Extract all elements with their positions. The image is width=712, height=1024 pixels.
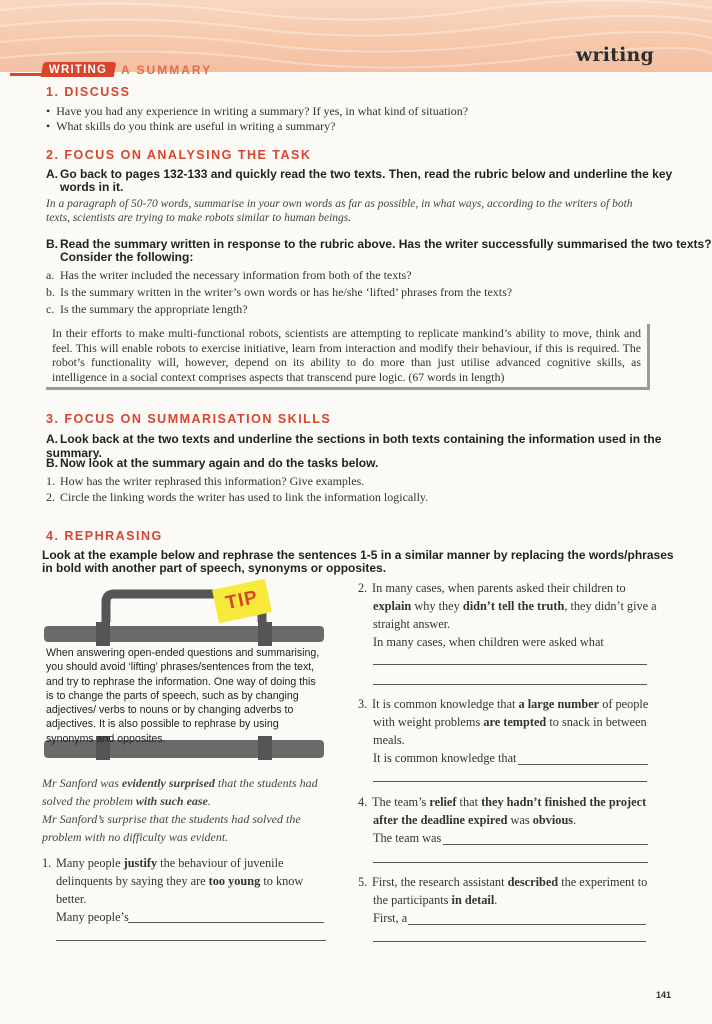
tip-text: When answering open-ended questions and summarising, you should avoid ‘lifting’ phrases/sentences from the text, and try to rephrase the information. One way of doing this is to change the parts of speech, such as by changing adjectives/ verbs to nouns or by changing adverbs to adjectives. It is also possible to rephrase by using synonyms and opposites. <box>46 647 320 745</box>
q4-answer-line-2[interactable] <box>373 862 648 863</box>
tip-badge: TIP <box>212 579 272 623</box>
s4-title: 4. REPHRASING <box>46 529 163 543</box>
s1-bullet-2: • What skills do you think are useful in writing a summary? <box>46 119 336 133</box>
writing-tag: WRITING <box>41 62 117 77</box>
q5-line-2: the participants in detail. <box>373 893 498 907</box>
s2-question-b: b. Is the summary written in the writer’s own words or has he/she ‘lifted’ phrases from the texts? <box>46 285 513 299</box>
q3-line-3: meals. <box>373 733 405 747</box>
s2-question-a: a. Has the writer included the necessary information from both of the texts? <box>46 268 412 282</box>
s3-item-1: 1. How has the writer rephrased this information? Give examples. <box>46 474 365 488</box>
s2-b-line1: B. Read the summary written in response to the rubric above. Has the writer successfully summarised the two texts? <box>46 237 712 251</box>
s2-title: 2. FOCUS ON ANALYSING THE TASK <box>46 148 312 162</box>
example-line-3: Mr Sanford’s surprise that the students had solved the <box>42 812 301 826</box>
s3-item-2: 2. Circle the linking words the writer has used to link the information logically. <box>46 490 429 504</box>
q3-line-4: It is common knowledge that <box>373 751 517 765</box>
summary-box: In their efforts to make multi-functional robots, scientists are attempting to replicate mankind’s ability to move, think and feel. This will enable robots to exercise initiative, learn from interaction and modify their behaviour, if this is required. The robot’s functionality will, however, depend on its ability to do more than just utilise advanced cognitive skills, as intelligence in a social context comprises aspects that transcend pure logic. (67 words in length) <box>46 324 650 390</box>
s3-a: A. Look back at the two texts and underline the sections in both texts containing the information used in the summary. <box>46 432 662 460</box>
q3-answer-line[interactable] <box>518 764 648 765</box>
writing-subtitle: A SUMMARY <box>121 63 213 77</box>
example-line-4: problem with no difficulty was evident. <box>42 830 229 844</box>
q1-answer-line-2[interactable] <box>56 940 326 941</box>
q4-line-2: after the deadline expired was obvious. <box>373 813 577 827</box>
q1-answer-line[interactable] <box>128 922 324 923</box>
q5-answer-line-2[interactable] <box>373 941 646 942</box>
q5-answer-line[interactable] <box>408 924 646 925</box>
s1-title: 1. DISCUSS <box>46 85 131 99</box>
s2-question-c: c. Is the summary the appropriate length? <box>46 302 248 316</box>
q2-line-3: straight answer. <box>373 617 451 631</box>
s3-b: B. Now look at the summary again and do the tasks below. <box>46 456 379 470</box>
s3-title: 3. FOCUS ON SUMMARISATION SKILLS <box>46 412 332 426</box>
q3-line-1: 3. It is common knowledge that a large number of people <box>358 697 649 711</box>
rubric-line-2: texts, scientists are trying to make robots similar to human beings. <box>46 212 352 224</box>
q4-line-3: The team was <box>373 831 442 845</box>
q3-answer-line-2[interactable] <box>373 781 647 782</box>
page-number: 141 <box>655 990 671 1000</box>
q4-line-1: 4. The team’s relief that they hadn’t finished the project <box>358 795 647 809</box>
section-word: writing <box>575 44 654 66</box>
example-line-2: solved the problem with such ease. <box>42 794 211 808</box>
q2-line-2: explain why they didn’t tell the truth, they didn’t give a <box>373 599 657 613</box>
q5-line-3: First, a <box>373 911 408 925</box>
s4-instr-line2: in bold with another part of speech, synonyms or opposites. <box>42 561 387 575</box>
q2-answer-line-2[interactable] <box>373 684 647 685</box>
header-rule <box>10 73 44 76</box>
s2-a-line2: words in it. <box>60 180 124 194</box>
rubric-line-1: In a paragraph of 50-70 words, summarise in your own words as far as possible, in what ways, according to the writers of both <box>46 198 633 210</box>
example-line-1: Mr Sanford was evidently surprised that the students had <box>42 776 318 790</box>
q1-line-4: Many people’s <box>56 910 129 924</box>
q1-line-3: better. <box>56 892 87 906</box>
s4-instr-line1: Look at the example below and rephrase the sentences 1-5 in a similar manner by replacing the words/phrases <box>42 548 674 562</box>
q2-answer-line[interactable] <box>373 664 647 665</box>
s2-a-line1: A. Go back to pages 132-133 and quickly read the two texts. Then, read the rubric below and underline the key <box>46 167 673 181</box>
q4-answer-line[interactable] <box>443 844 648 845</box>
q2-line-4: In many cases, when children were asked what <box>373 635 604 649</box>
q3-line-2: with weight problems are tempted to snack in between <box>373 715 647 729</box>
s1-bullet-1: • Have you had any experience in writing a summary? If yes, in what kind of situation? <box>46 104 469 118</box>
q5-line-1: 5. First, the research assistant described the experiment to <box>358 875 648 889</box>
q2-line-1: 2. In many cases, when parents asked their children to <box>358 581 626 595</box>
q1-line-1: 1. Many people justify the behaviour of juvenile <box>42 856 284 870</box>
s2-b-line2: Consider the following: <box>60 250 194 264</box>
q1-line-2: delinquents by saying they are too young to know <box>56 874 304 888</box>
